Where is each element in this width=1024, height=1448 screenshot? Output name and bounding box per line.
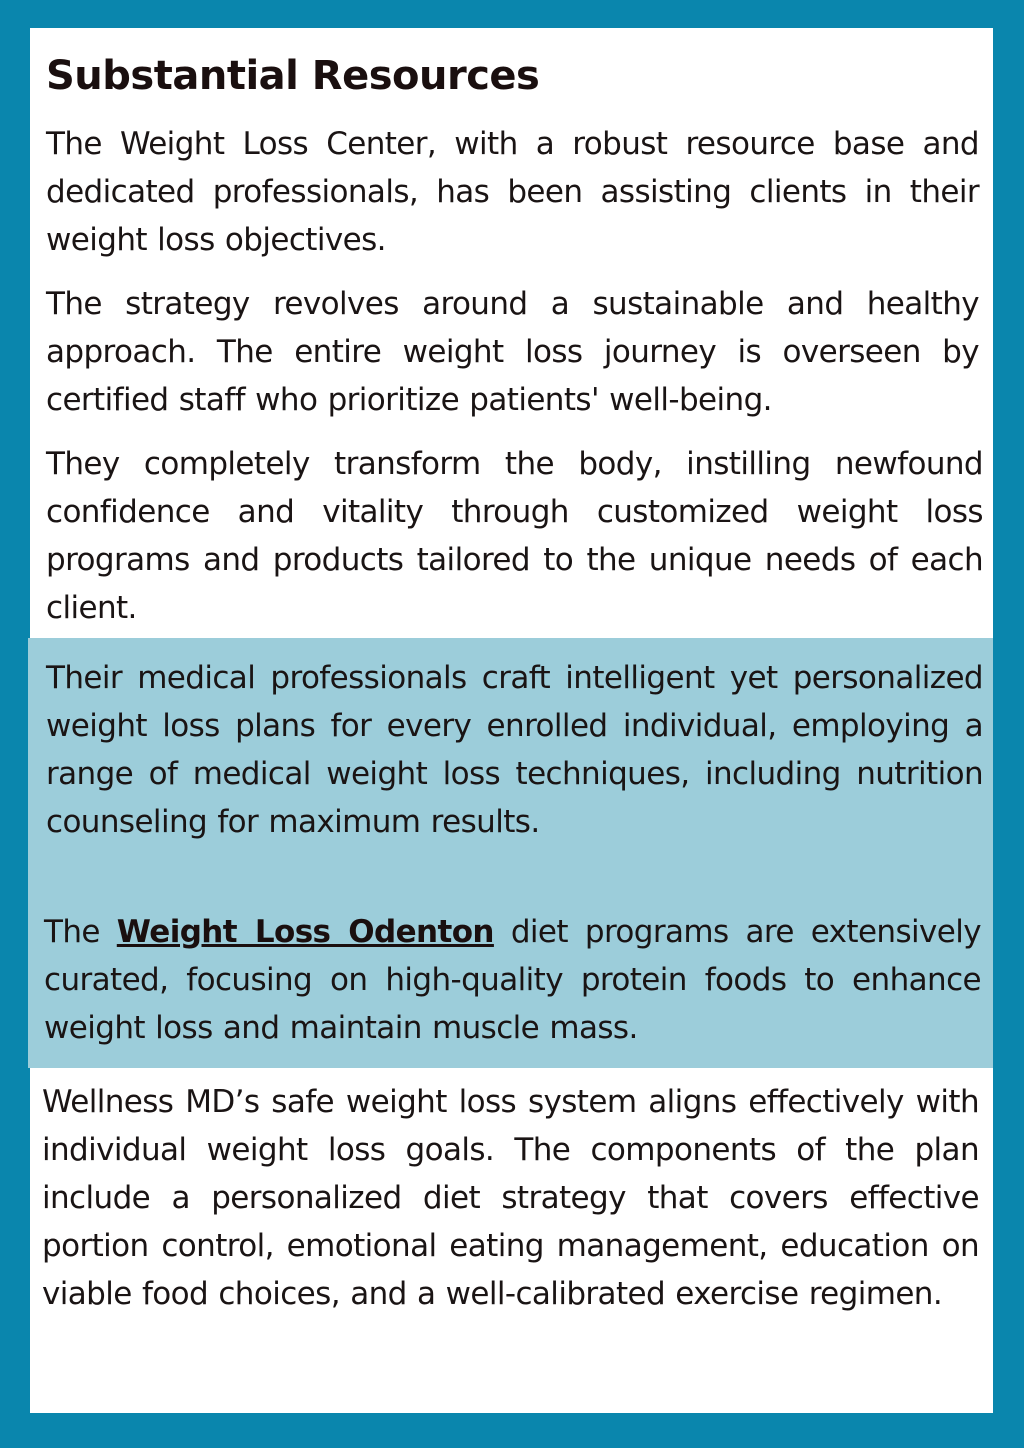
- weight-loss-odenton-link[interactable]: Weight Loss Odenton: [116, 914, 494, 950]
- highlight-section: [28, 638, 993, 1068]
- paragraph-resources-intro: The Weight Loss Center, with a robust resource base and dedicated professionals, has been assisting clients in their weight loss objectives.: [46, 126, 979, 258]
- paragraph-diet-programs: [44, 908, 981, 1052]
- paragraph-strategy: The strategy revolves around a sustainable and healthy approach. The entire weight loss journey is overseen by certified staff who prioritize patients' well-being.: [46, 286, 979, 418]
- paragraph-wellness-md: Wellness MD’s safe weight loss system aligns effectively with individual weight loss goals. The components of the plan include a personalized diet strategy that covers effective portion control, emotional eating management, education on viable food choices, and a well-calibrated exercise regimen.: [42, 1084, 979, 1312]
- paragraph-medical-professionals: Their medical professionals craft intelligent yet personalized weight loss plans for every enrolled individual, employing a range of medical weight loss techniques, including nutrition counseling for maximum results.: [46, 660, 983, 840]
- document-page: [30, 28, 993, 1413]
- paragraph-diet-programs-lead: The: [44, 914, 117, 950]
- paragraph-diet-programs-rest: diet programs are extensively curated, focusing on high-quality protein foods to enhance weight loss and maintain muscle mass.: [44, 914, 981, 1046]
- page-title: Substantial Resources: [46, 53, 540, 99]
- paragraph-transformation: They completely transform the body, instilling newfound confidence and vitality through customized weight loss programs and products tailored to the unique needs of each client.: [46, 446, 983, 626]
